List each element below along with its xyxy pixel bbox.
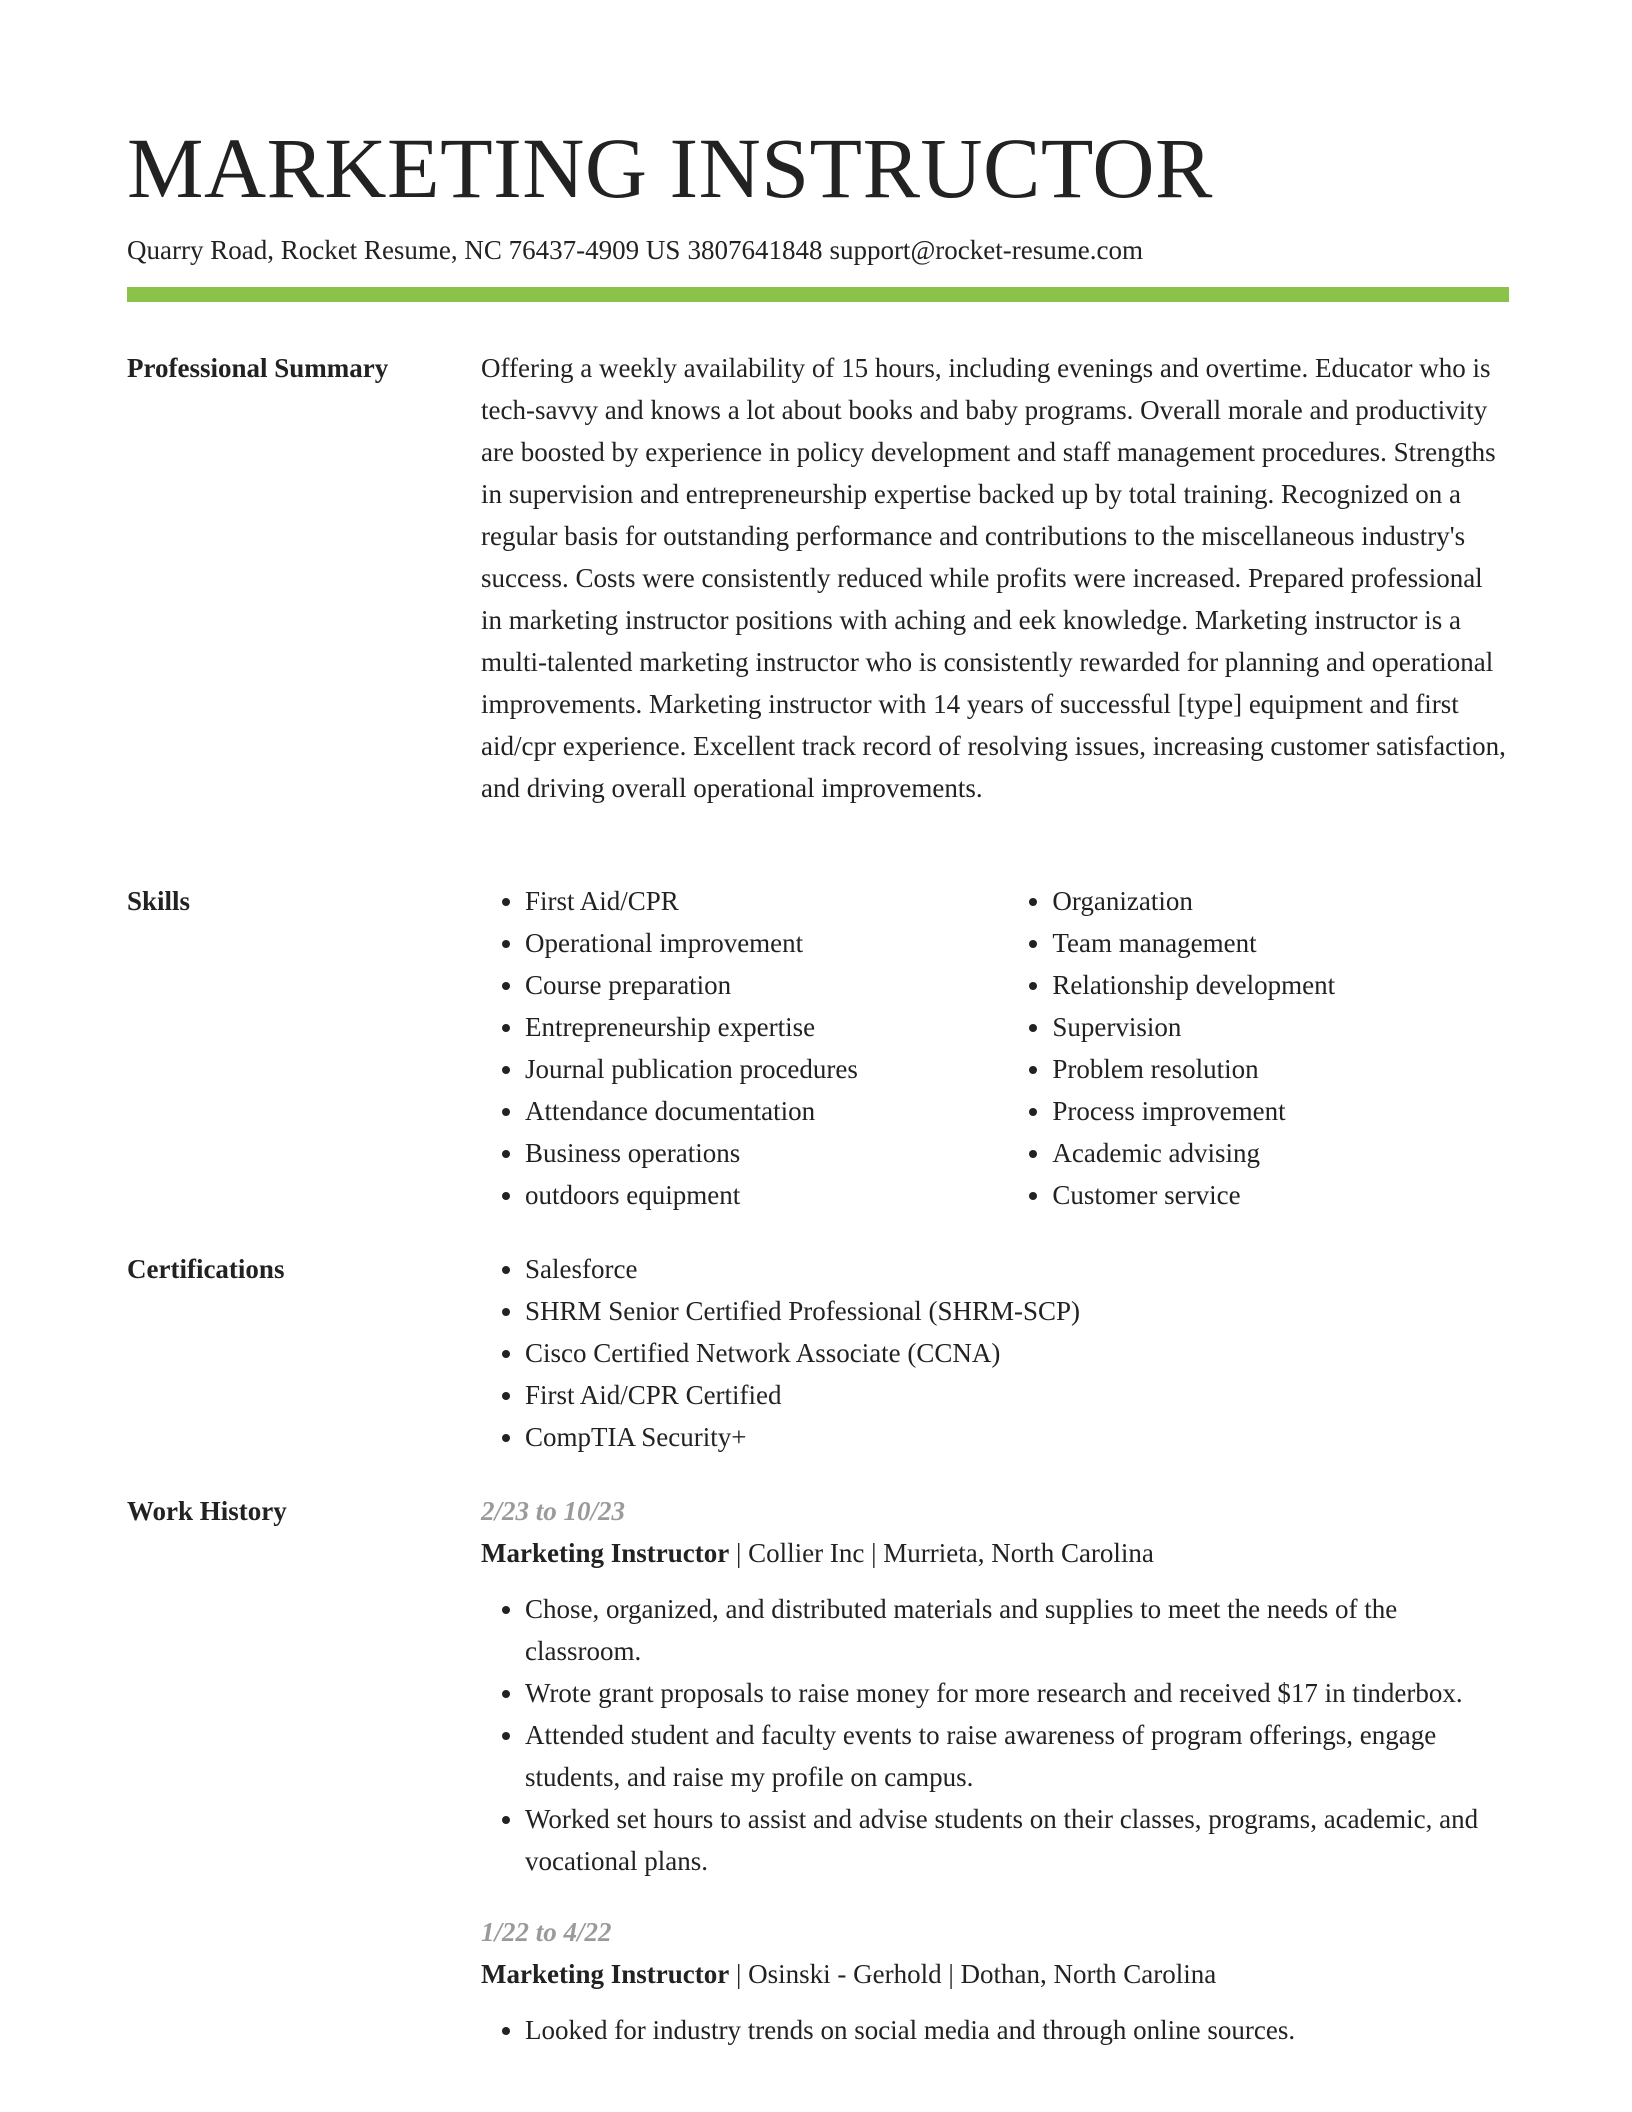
- job-role: Marketing Instructor: [481, 1538, 730, 1568]
- contact-email: support@rocket-resume.com: [829, 235, 1143, 265]
- work-history-heading: Work History: [127, 1496, 287, 1526]
- job-bullet: • Wrote grant proposals to raise money for more research and received $17 in tinderbox.: [525, 1672, 1509, 1714]
- skill-item: • Customer service: [1052, 1174, 1509, 1216]
- skills-columns: [481, 880, 1509, 1216]
- job-dates: 1/22 to 4/22: [481, 1917, 612, 1947]
- skills-list-left: [481, 880, 1008, 1216]
- job-details: | Osinski - Gerhold | Dothan, North Carolina: [729, 1959, 1217, 1989]
- certification-item: • CompTIA Security+: [525, 1416, 1509, 1458]
- contact-address: Quarry Road, Rocket Resume, NC 76437-4909 US: [127, 235, 681, 265]
- certification-item: • Cisco Certified Network Associate (CCNA): [525, 1332, 1509, 1374]
- skill-item: • Team management: [1052, 922, 1509, 964]
- skills-body: [481, 880, 1509, 1216]
- job-role: Marketing Instructor: [481, 1959, 730, 1989]
- contact-phone: 3807641848: [687, 235, 823, 265]
- certifications-heading: Certifications: [127, 1254, 285, 1284]
- skill-item: • Relationship development: [1052, 964, 1509, 1006]
- job-dates: 2/23 to 10/23: [481, 1496, 626, 1526]
- certification-item: • SHRM Senior Certified Professional (SHRM-SCP): [525, 1290, 1509, 1332]
- skill-item: • Journal publication procedures: [525, 1048, 1008, 1090]
- certifications-body: [481, 1248, 1509, 1458]
- header-divider: [127, 287, 1509, 302]
- resume-title: MARKETING INSTRUCTOR: [127, 120, 1213, 216]
- job-entry: [481, 1490, 1509, 1882]
- job-bullet: • Looked for industry trends on social media and through online sources.: [525, 2009, 1509, 2051]
- job-bullet: • Chose, organized, and distributed materials and supplies to meet the needs of the classroom.: [525, 1588, 1509, 1672]
- skill-item: • Organization: [1052, 880, 1509, 922]
- job-bullet: • Worked set hours to assist and advise students on their classes, programs, academic, and vocational plans.: [525, 1798, 1509, 1882]
- skills-list-right: [1008, 880, 1509, 1216]
- certification-item: • Salesforce: [525, 1248, 1509, 1290]
- skill-item: • First Aid/CPR: [525, 880, 1008, 922]
- summary-text: Offering a weekly availability of 15 hours, including evenings and overtime. Educator who is tech-savvy and knows a lot about books and baby programs. Overall morale and productivity are boosted by experience in policy development and staff management procedures. Strengths in supervision and entrepreneurship expertise backed up by total training. Recognized on a regular basis for outstanding performance and contributions to the miscellaneous industry's success. Costs were consistently reduced while profits were increased. Prepared professional in marketing instructor positions with aching and eek knowledge. Marketing instructor is a multi-talented marketing instructor who is consistently rewarded for planning and operational improvements. Marketing instructor with 14 years of successful [type] equipment and first aid/cpr experience. Excellent track record of resolving issues, increasing customer satisfaction, and driving overall operational improvements.: [481, 353, 1506, 803]
- certifications-list: [481, 1248, 1509, 1458]
- skill-item: • Process improvement: [1052, 1090, 1509, 1132]
- skill-item: • Attendance documentation: [525, 1090, 1008, 1132]
- work-history-body: [481, 1490, 1509, 2051]
- skills-heading: Skills: [127, 886, 191, 916]
- skill-item: • Course preparation: [525, 964, 1008, 1006]
- job-header: [481, 1532, 1509, 1574]
- summary-heading: Professional Summary: [127, 353, 389, 383]
- skill-item: • Entrepreneurship expertise: [525, 1006, 1008, 1048]
- skill-item: • Business operations: [525, 1132, 1008, 1174]
- job-header: [481, 1953, 1509, 1995]
- job-bullets: [481, 2009, 1509, 2051]
- skill-item: • Academic advising: [1052, 1132, 1509, 1174]
- skill-item: • Operational improvement: [525, 922, 1008, 964]
- job-bullet: • Attended student and faculty events to raise awareness of program offerings, engage students, and raise my profile on campus.: [525, 1714, 1509, 1798]
- skill-item: • outdoors equipment: [525, 1174, 1008, 1216]
- summary-body: [481, 347, 1509, 809]
- job-details: | Collier Inc | Murrieta, North Carolina: [729, 1538, 1154, 1568]
- certification-item: • First Aid/CPR Certified: [525, 1374, 1509, 1416]
- job-entry: [481, 1911, 1509, 2051]
- contact-line: [127, 232, 1143, 268]
- job-bullets: [481, 1588, 1509, 1882]
- skill-item: • Supervision: [1052, 1006, 1509, 1048]
- skill-item: • Problem resolution: [1052, 1048, 1509, 1090]
